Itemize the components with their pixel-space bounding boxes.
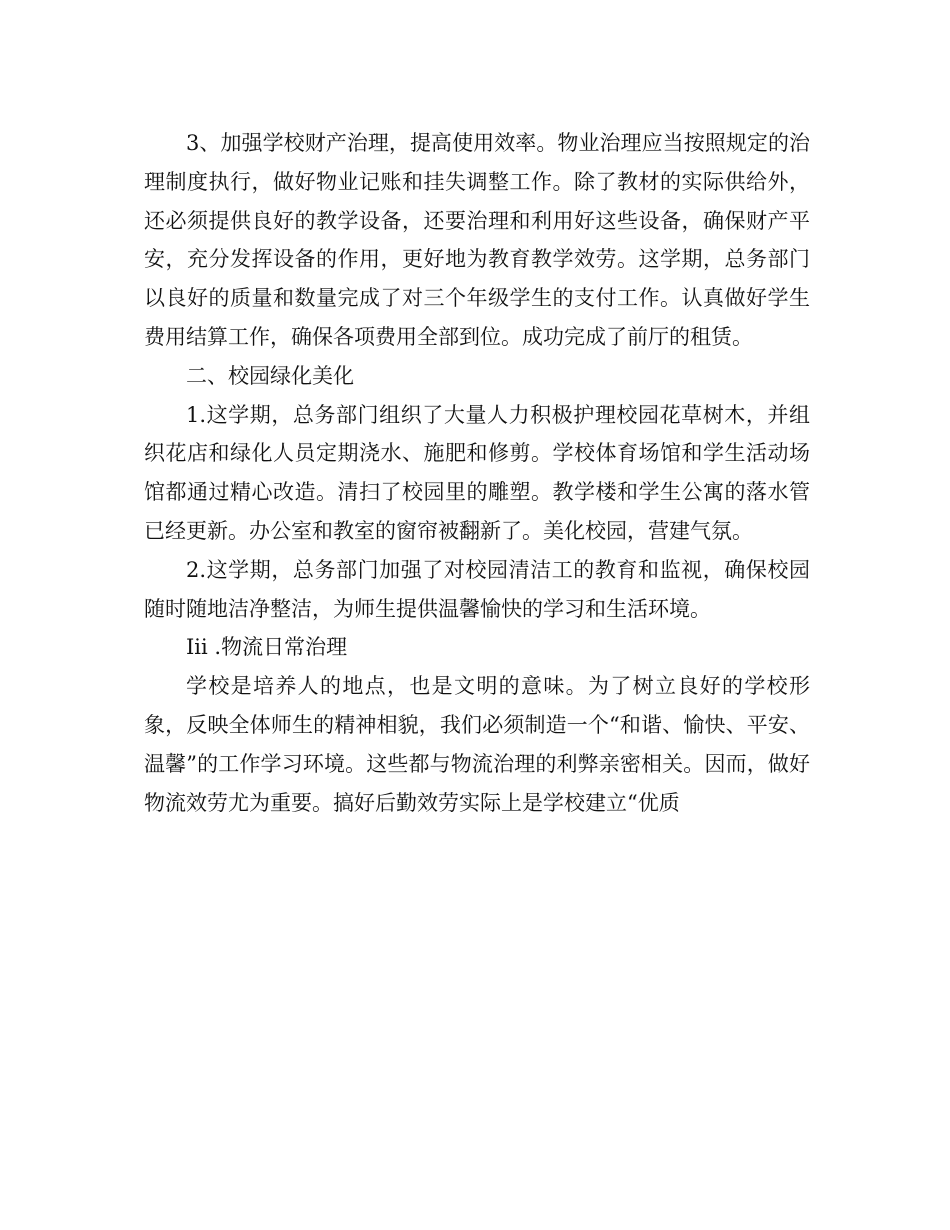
paragraph-greening-item-1: 1.这学期，总务部门组织了大量人力积极护理校园花草树木，并组织花店和绿化人员定期浇水、施肥和修剪。学校体育场馆和学生活动场馆都通过精心改造。清扫了校园里的雕塑。教学楼和学生公寓的落水管已经更新。办公室和教室的窗帘被翻新了。美化校园，营建气氛。 (144, 402, 810, 543)
paragraph-greening-item-2: 2.这学期，总务部门加强了对校园清洁工的教育和监视，确保校园随时随地洁净整洁，为师生提供温馨愉快的学习和生活环境。 (144, 557, 810, 621)
paragraph-logistics: 学校是培养人的地点，也是文明的意味。为了树立良好的学校形象，反映全体师生的精神相貌，我们必须制造一个“和谐、愉快、平安、温馨”的工作学习环境。这些都与物流治理的利弊亲密相关。因而，做好物流效劳尤为重要。搞好后勤效劳实际上是学校建立“优质 (144, 674, 810, 815)
section-heading-greening: 二、校园绿化美化 (186, 363, 354, 388)
document-body (144, 124, 810, 822)
section-heading-logistics: Iii .物流日常治理 (186, 635, 348, 660)
paragraph-property-management: 3、加强学校财产治理，提高使用效率。物业治理应当按照规定的治理制度执行，做好物业记账和挂失调整工作。除了教材的实际供给外，还必须提供良好的教学设备，还要治理和利用好这些设备，确保财产平安，充分发挥设备的作用，更好地为教育教学效劳。这学期，总务部门以良好的质量和数量完成了对三个年级学生的支付工作。认真做好学生费用结算工作，确保各项费用全部到位。成功完成了前厅的租赁。 (144, 131, 810, 349)
